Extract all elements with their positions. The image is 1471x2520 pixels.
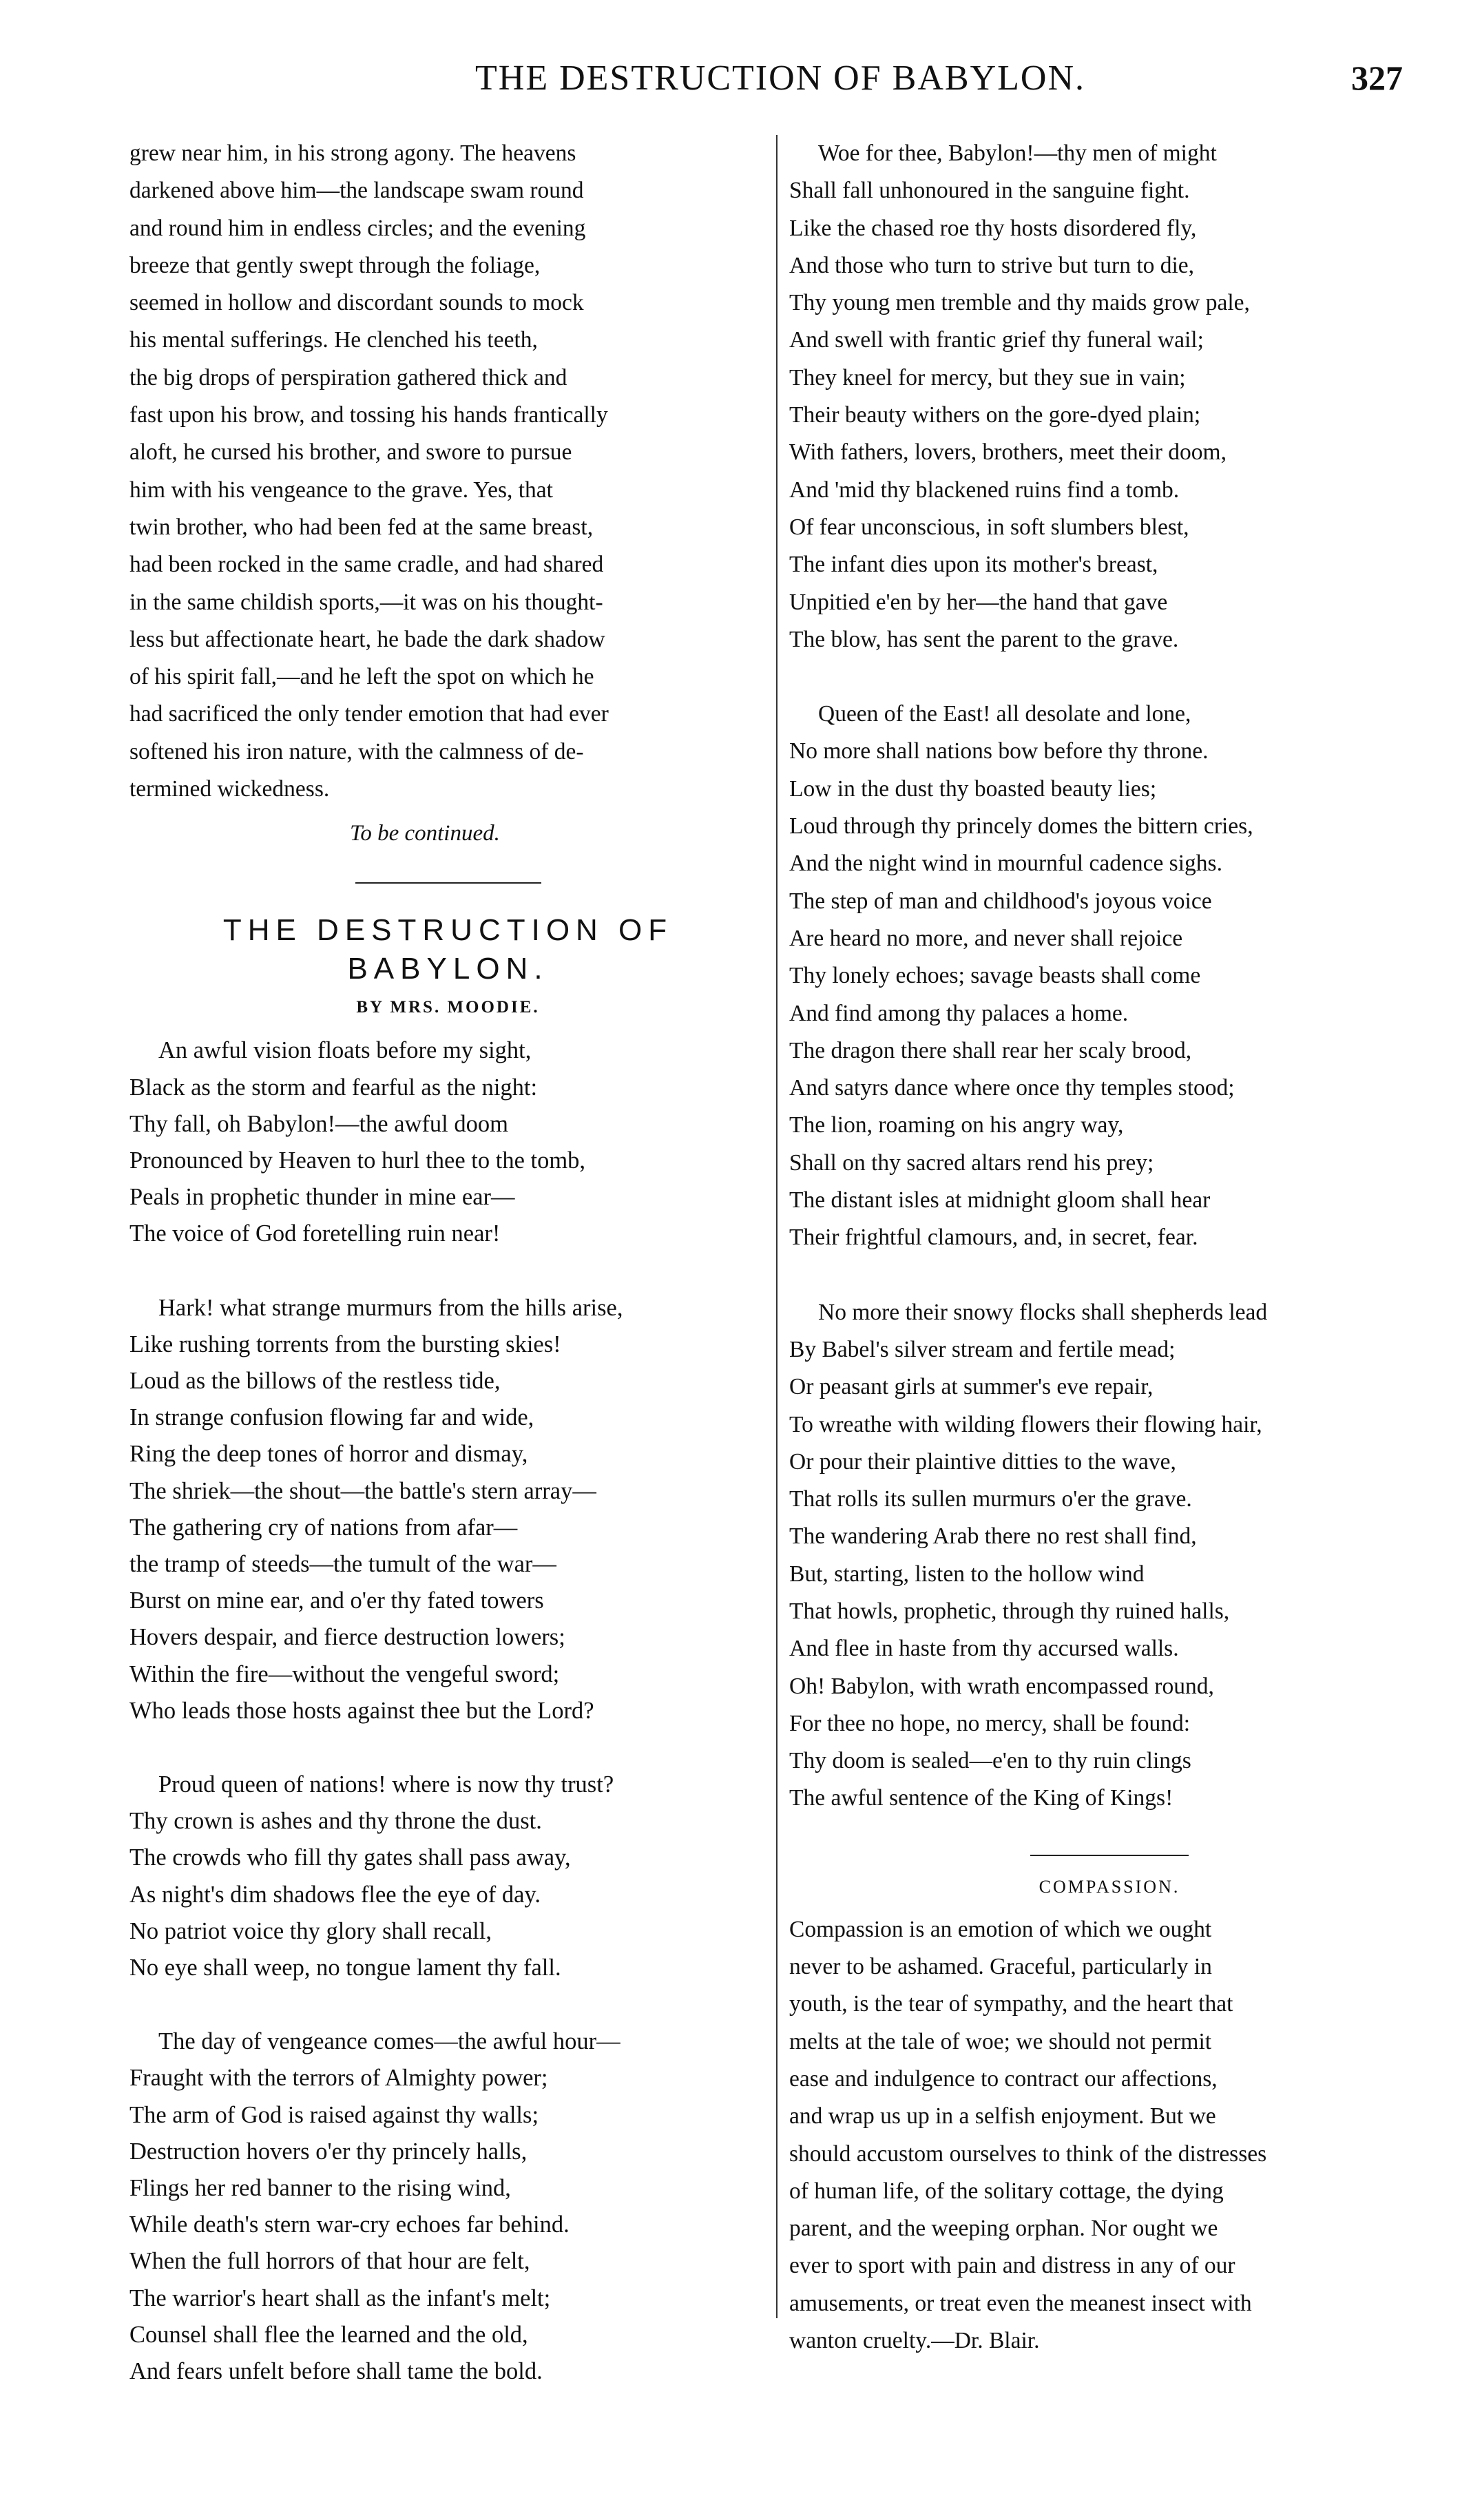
poem-stanza [789, 696, 1430, 1256]
text-line: youth, is the tear of sympathy, and the heart that [789, 1991, 1233, 2017]
running-title: THE DESTRUCTION OF BABYLON. [475, 59, 1085, 98]
poem-line: No more shall nations bow before thy throne. [789, 738, 1209, 764]
left-column [129, 135, 766, 2427]
poem-line: Their beauty withers on the gore-dyed plain; [789, 402, 1201, 428]
poem-line: Of fear unconscious, in soft slumbers blest, [789, 514, 1189, 540]
poem-line: No eye shall weep, no tongue lament thy fall. [129, 1955, 561, 1981]
poem-line: Like rushing torrents from the bursting skies! [129, 1331, 561, 1357]
poem-line: By Babel's silver stream and fertile mead; [789, 1336, 1176, 1362]
poem-line: Low in the dust thy boasted beauty lies; [789, 775, 1157, 802]
text-line: melts at the tale of woe; we should not permit [789, 2028, 1212, 2054]
poem-line: The arm of God is raised against thy walls; [129, 2101, 539, 2128]
poem-line: Thy fall, oh Babylon!—the awful doom [129, 1110, 508, 1137]
text-line: breeze that gently swept through the foliage, [129, 252, 541, 278]
poem-line: And swell with frantic grief thy funeral wail; [789, 327, 1204, 353]
poem-line: While death's stern war-cry echoes far behind. [129, 2211, 570, 2238]
text-line: amusements, or treat even the meanest insect with [789, 2290, 1252, 2316]
poem-line: the tramp of steeds—the tumult of the war— [129, 1550, 556, 1577]
poem-line: The distant isles at midnight gloom shall hear [789, 1187, 1211, 1214]
story-continuation [129, 135, 766, 808]
section-rule [1030, 1855, 1189, 1856]
poem-line: The infant dies upon its mother's breast, [789, 552, 1158, 578]
text-line: softened his iron nature, with the calmness of de- [129, 738, 584, 764]
compassion-paragraph [789, 1911, 1430, 2360]
poem-stanza [129, 1767, 766, 1986]
poem-line: To wreathe with wilding flowers their flowing hair, [789, 1411, 1262, 1437]
poem-line: Counsel shall flee the learned and the old, [129, 2321, 528, 2348]
text-line: never to be ashamed. Graceful, particularly in [789, 1954, 1212, 1980]
poem-line: Woe for thee, Babylon!—thy men of might [818, 140, 1217, 166]
poem-stanza [789, 1294, 1430, 1818]
poem-byline: BY MRS. MOODIE. [356, 998, 540, 1017]
text-line: grew near him, in his strong agony. The heavens [129, 140, 576, 166]
poem-line: In strange confusion flowing far and wide, [129, 1404, 534, 1431]
text-line: him with his vengeance to the grave. Yes, that [129, 477, 553, 503]
poem-line: The crowds who fill thy gates shall pass away, [129, 1844, 571, 1871]
poem-stanza [789, 135, 1430, 658]
poem-stanza [129, 1032, 766, 1252]
poem-line: When the full horrors of that hour are felt, [129, 2248, 530, 2275]
poem-line: And those who turn to strive but turn to die, [789, 252, 1195, 278]
poem-line: Thy young men tremble and thy maids grow pale, [789, 290, 1250, 316]
text-line: fast upon his brow, and tossing his hands frantically [129, 402, 608, 428]
text-line: darkened above him—the landscape swam round [129, 178, 584, 204]
poem-line: Fraught with the terrors of Almighty power; [129, 2065, 548, 2092]
poem-line: Queen of the East! all desolate and lone, [818, 701, 1191, 727]
poem-line: Within the fire—without the vengeful sword; [129, 1660, 560, 1687]
poem-line: And 'mid thy blackened ruins find a tomb. [789, 477, 1180, 503]
to-be-continued: To be continued. [350, 821, 500, 846]
poem-right-part [789, 135, 1430, 1818]
poem-line: And flee in haste from thy accursed walls. [789, 1636, 1179, 1662]
text-line: in the same childish sports,—it was on his thought- [129, 589, 603, 615]
poem-line: Peals in prophetic thunder in mine ear— [129, 1184, 515, 1211]
right-column [789, 135, 1430, 2360]
poem-line: Destruction hovers o'er thy princely halls, [129, 2138, 528, 2165]
poem-line: Their frightful clamours, and, in secret, fear. [789, 1225, 1198, 1251]
compassion-heading: COMPASSION. [1039, 1876, 1180, 1897]
poem-line: The voice of God foretelling ruin near! [129, 1220, 501, 1247]
text-line: and round him in endless circles; and the evening [129, 215, 586, 241]
poem-line: Ring the deep tones of horror and dismay, [129, 1441, 528, 1468]
text-line: his mental sufferings. He clenched his teeth, [129, 327, 538, 353]
poem-line: The warrior's heart shall as the infant's melt; [129, 2284, 551, 2311]
running-head [0, 54, 1471, 109]
poem-line: Loud as the billows of the restless tide, [129, 1367, 501, 1394]
text-line: less but affectionate heart, he bade the dark shadow [129, 626, 605, 652]
poem-line: Are heard no more, and never shall rejoice [789, 925, 1183, 951]
poem-line: Or pour their plaintive ditties to the wave, [789, 1448, 1176, 1475]
poem-line: Like the chased roe thy hosts disordered fly, [789, 215, 1197, 241]
poem-line: Flings her red banner to the rising wind, [129, 2175, 511, 2202]
poem-line: And satyrs dance where once thy temples stood; [789, 1075, 1235, 1101]
poem-line: The blow, has sent the parent to the grave. [789, 626, 1179, 652]
text-line: should accustom ourselves to think of the distresses [789, 2141, 1267, 2167]
text-line: wanton cruelty.—Dr. Blair. [789, 2328, 1040, 2354]
poem-line: Thy doom is sealed—e'en to thy ruin clings [789, 1748, 1191, 1774]
poem-line: And fears unfelt before shall tame the bold. [129, 2358, 543, 2385]
poem-left-part [129, 1032, 766, 2390]
poem-line: The awful sentence of the King of Kings! [789, 1785, 1173, 1811]
poem-line: Or peasant girls at summer's eve repair, [789, 1374, 1154, 1400]
poem-line: That rolls its sullen murmurs o'er the grave. [789, 1486, 1192, 1512]
poem-line: Thy crown is ashes and thy throne the dust. [129, 1808, 542, 1835]
text-line: the big drops of perspiration gathered thick and [129, 364, 567, 391]
text-line: parent, and the weeping orphan. Nor ought we [789, 2216, 1218, 2242]
text-line: termined wickedness. [129, 776, 330, 802]
poem-line: No patriot voice thy glory shall recall, [129, 1917, 492, 1944]
poem-line: Loud through thy princely domes the bittern cries, [789, 813, 1253, 840]
text-line: had sacrificed the only tender emotion that had ever [129, 701, 609, 727]
text-line: of his spirit fall,—and he left the spot on which he [129, 664, 594, 690]
poem-line: Who leads those hosts against thee but the Lord? [129, 1697, 594, 1724]
poem-stanza [129, 1290, 766, 1729]
poem-line: For thee no hope, no mercy, shall be found: [789, 1710, 1191, 1736]
text-line: twin brother, who had been fed at the same breast, [129, 514, 594, 540]
poem-line: The gathering cry of nations from afar— [129, 1514, 518, 1541]
text-line: of human life, of the solitary cottage, the dying [789, 2178, 1224, 2204]
poem-line: No more their snowy flocks shall shepherds lead [818, 1299, 1268, 1325]
poem-line: That howls, prophetic, through thy ruined halls, [789, 1598, 1230, 1624]
poem-line: Thy lonely echoes; savage beasts shall come [789, 963, 1201, 989]
poem-line: They kneel for mercy, but they sue in vain; [789, 364, 1186, 391]
poem-line: An awful vision floats before my sight, [158, 1037, 532, 1064]
section-rule [355, 882, 541, 884]
page-number: 327 [1351, 59, 1403, 97]
text-line: ever to sport with pain and distress in any of our [789, 2253, 1235, 2279]
text-line: aloft, he cursed his brother, and swore to pursue [129, 439, 572, 466]
poem-line: As night's dim shadows flee the eye of day. [129, 1881, 541, 1908]
poem-line: Hark! what strange murmurs from the hills arise, [158, 1294, 623, 1321]
poem-line: Hovers despair, and fierce destruction lowers; [129, 1624, 565, 1651]
poem-line: And find among thy palaces a home. [789, 1000, 1129, 1026]
poem-line: With fathers, lovers, brothers, meet their doom, [789, 439, 1227, 466]
poem-line: The lion, roaming on his angry way, [789, 1112, 1124, 1138]
poem-line: The wandering Arab there no rest shall find, [789, 1523, 1197, 1550]
text-line: ease and indulgence to contract our affections, [789, 2065, 1218, 2092]
poem-line: Shall fall unhonoured in the sanguine fight. [789, 178, 1190, 204]
text-line: had been rocked in the same cradle, and had shared [129, 552, 604, 578]
poem-line: Pronounced by Heaven to hurl thee to the tomb, [129, 1147, 586, 1174]
poem-line: The shriek—the shout—the battle's stern array— [129, 1477, 596, 1504]
poem-line: The dragon there shall rear her scaly brood, [789, 1037, 1192, 1063]
text-line: and wrap us up in a selfish enjoyment. But we [789, 2103, 1216, 2129]
poem-line: The day of vengeance comes—the awful hour— [158, 2028, 620, 2055]
text-line: seemed in hollow and discordant sounds to mock [129, 290, 584, 316]
poem-line: And the night wind in mournful cadence sighs. [789, 851, 1222, 877]
poem-line: Proud queen of nations! where is now thy trust? [158, 1771, 614, 1798]
poem-line: Unpitied e'en by her—the hand that gave [789, 589, 1168, 615]
poem-line: The step of man and childhood's joyous voice [789, 888, 1212, 914]
poem-line: Oh! Babylon, with wrath encompassed round, [789, 1673, 1214, 1699]
poem-line: Burst on mine ear, and o'er thy fated towers [129, 1587, 544, 1614]
poem-title: THE DESTRUCTION OF BABYLON. [222, 913, 674, 986]
poem-line: But, starting, listen to the hollow wind [789, 1561, 1145, 1587]
poem-line: Black as the storm and fearful as the night: [129, 1074, 538, 1101]
poem-stanza [129, 2023, 766, 2390]
column-divider [776, 135, 778, 2318]
poem-line: Shall on thy sacred altars rend his prey; [789, 1149, 1154, 1176]
text-line: Compassion is an emotion of which we ought [789, 1916, 1212, 1942]
